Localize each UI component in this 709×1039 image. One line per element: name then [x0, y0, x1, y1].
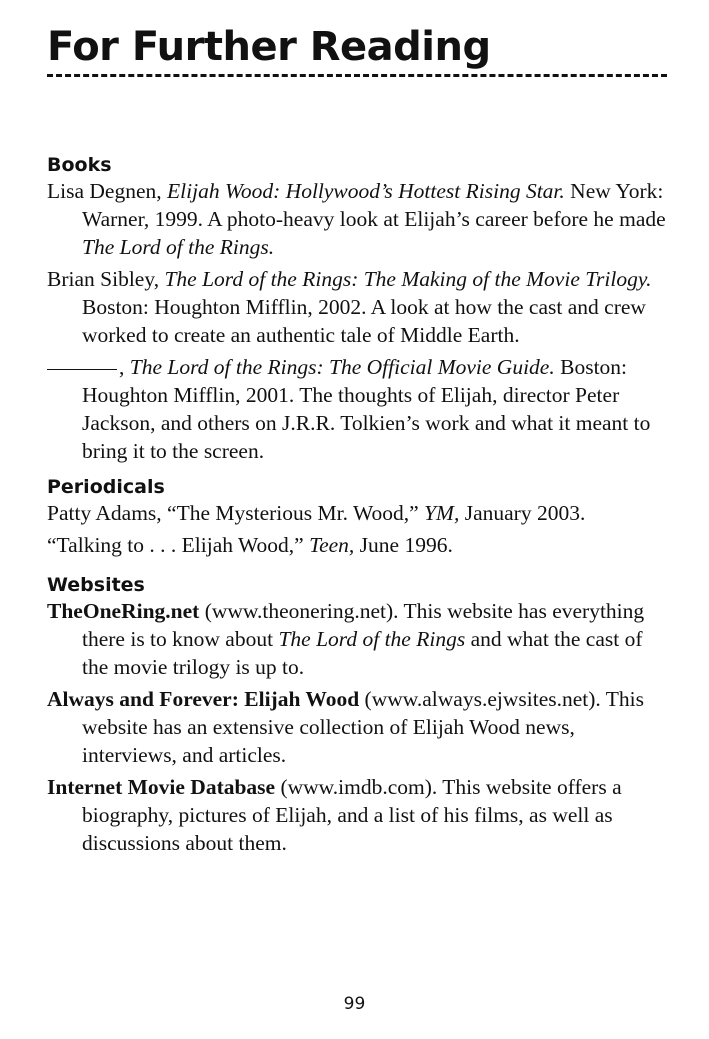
entry-publication: YM, [424, 501, 460, 525]
entry-details: (www.theonering.net). This website has everything there is to know about [82, 599, 645, 651]
entry-date: June 1996. [354, 533, 453, 557]
website-name: Always and Forever: Elijah Wood [47, 687, 360, 711]
entry-date: January 2003. [459, 501, 586, 525]
entry-text: Patty Adams, “The Mysterious Mr. Wood,” [47, 501, 425, 525]
website-entry-theonering [47, 597, 667, 681]
website-entry-imdb [47, 773, 667, 857]
entry-text: “Talking to . . . Elijah Wood,” [47, 533, 310, 557]
section-heading-periodicals: Periodicals [47, 476, 165, 498]
same-author-dash [47, 369, 117, 370]
entry-publication: Teen, [309, 533, 355, 557]
page-number: 99 [343, 994, 366, 1014]
website-entry-always-forever [47, 685, 667, 769]
website-name: Internet Movie Database [47, 775, 276, 799]
periodical-entry-adams [47, 499, 667, 527]
entry-details: New York: Warner, 1999. A photo-heavy look at Elijah’s career before he made [82, 179, 666, 231]
entry-title: The Lord of the Rings: The Making of the Movie Trilogy. [164, 267, 652, 291]
title-dashed-rule [47, 74, 667, 77]
entry-title: The Lord of the Rings: The Official Movie Guide. [129, 355, 555, 379]
page-title: For Further Reading [47, 24, 491, 70]
entry-details: (www.imdb.com). This website offers a biography, pictures of Elijah, and a list of his films, as well as discussions about them. [82, 775, 622, 855]
entry-author: Lisa Degnen, [47, 179, 168, 203]
entry-details: (www.always.ejwsites.net). This website has an extensive collection of Elijah Wood news, interviews, and articles. [82, 687, 644, 767]
entry-author: , [119, 355, 130, 379]
section-heading-books: Books [47, 154, 112, 176]
book-entry-sibley-guide [47, 353, 667, 465]
website-name: TheOneRing.net [47, 599, 200, 623]
book-entry-degnen [47, 177, 667, 261]
entry-details: Boston: Houghton Mifflin, 2002. A look at how the cast and crew worked to create an authentic tale of Middle Earth. [82, 295, 646, 347]
entry-title-secondary: The Lord of the Rings. [82, 235, 275, 259]
book-entry-sibley-making [47, 265, 667, 349]
entry-title: Elijah Wood: Hollywood’s Hottest Rising Star. [167, 179, 565, 203]
periodical-entry-teen [47, 531, 667, 559]
entry-title: The Lord of the Rings [278, 627, 466, 651]
entry-author: Brian Sibley, [47, 267, 165, 291]
section-heading-websites: Websites [47, 574, 145, 596]
entry-details: Boston: Houghton Mifflin, 2001. The thoughts of Elijah, director Peter Jackson, and others on J.R.R. Tolkien’s work and what it meant to bring it to the screen. [82, 355, 651, 463]
entry-details-continued: and what the cast of the movie trilogy is up to. [82, 627, 643, 679]
page-content [47, 22, 667, 861]
